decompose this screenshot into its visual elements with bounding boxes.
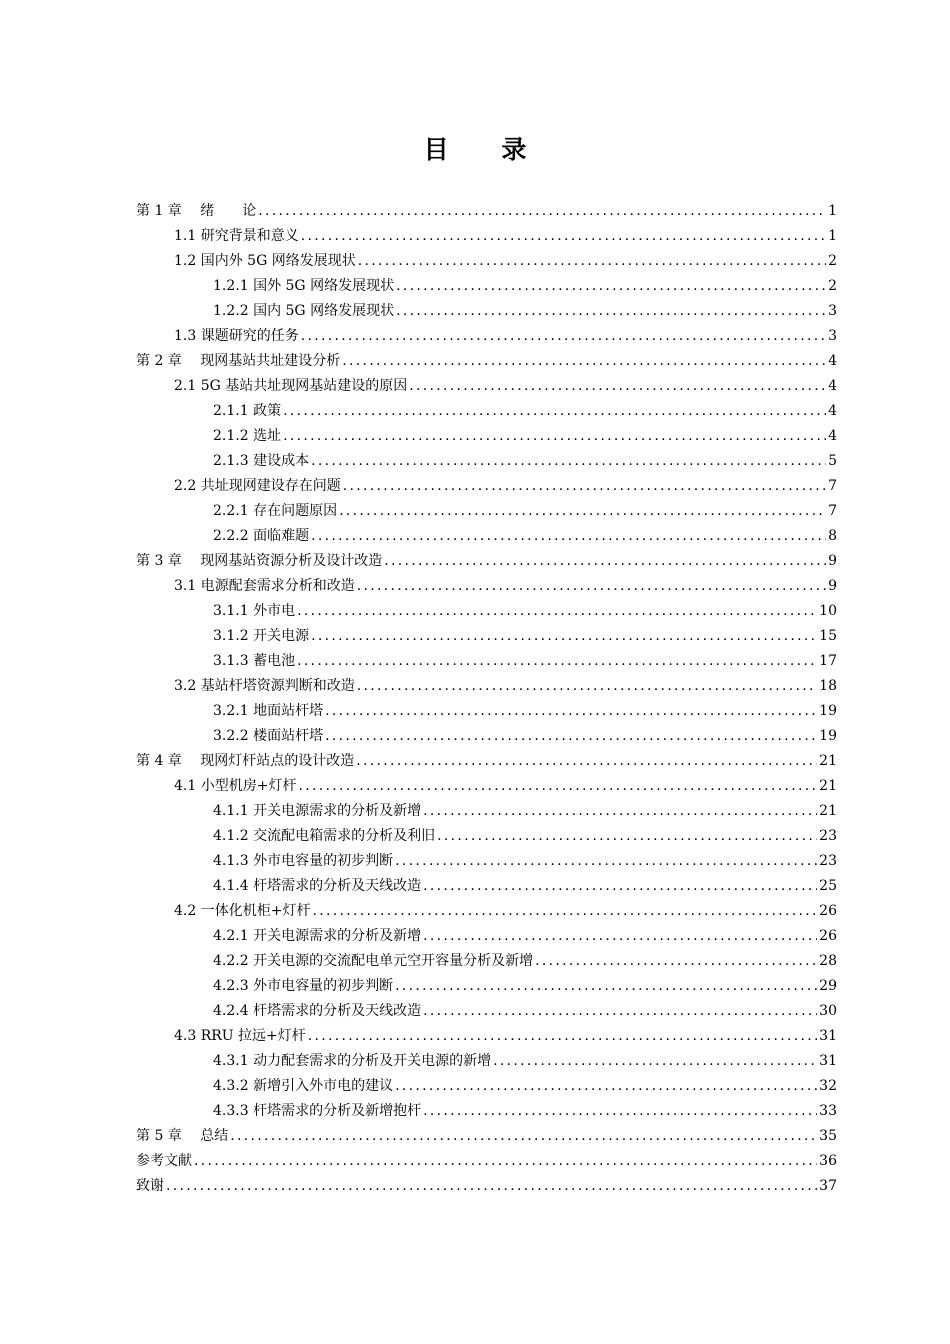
toc-entry-page-number: 21	[819, 803, 837, 819]
toc-entry[interactable]	[136, 949, 837, 974]
toc-entry[interactable]	[136, 724, 837, 749]
dot-leader	[535, 949, 817, 974]
dot-leader	[395, 849, 817, 874]
toc-entry-page-number: 30	[819, 1003, 837, 1019]
toc-entry-label: 4.2.3 外市电容量的初步判断	[213, 978, 394, 994]
dot-leader	[357, 674, 817, 699]
toc-entry-label: 第 1 章 绪 论	[136, 203, 257, 219]
toc-entry-page-number: 2	[828, 253, 837, 269]
toc-entry[interactable]	[136, 449, 837, 474]
toc-entry-label: 4.1.1 开关电源需求的分析及新增	[213, 803, 422, 819]
toc-entry-page-number: 23	[819, 853, 837, 869]
toc-entry-label: 2.2.2 面临难题	[213, 528, 310, 544]
dot-leader	[357, 574, 826, 599]
toc-entry[interactable]	[136, 399, 837, 424]
toc-entry-label: 3.1.1 外市电	[213, 603, 296, 619]
toc-entry-label: 4.1.4 杆塔需求的分析及天线改造	[213, 878, 422, 894]
dot-leader	[395, 1074, 817, 1099]
dot-leader	[311, 624, 817, 649]
dot-leader	[493, 1049, 817, 1074]
toc-entry-page-number: 8	[828, 528, 837, 544]
toc-entry[interactable]	[136, 574, 837, 599]
toc-entry-label: 4.3 RRU 拉远+灯杆	[174, 1028, 306, 1044]
toc-entry-page-number: 37	[819, 1178, 837, 1194]
dot-leader	[423, 874, 817, 899]
dot-leader	[166, 1174, 817, 1199]
toc-entry-label: 2.2 共址现网建设存在问题	[174, 478, 341, 494]
toc-entry-page-number: 5	[828, 453, 837, 469]
toc-entry[interactable]	[136, 774, 837, 799]
toc-entry[interactable]	[136, 1024, 837, 1049]
toc-entry-page-number: 26	[819, 903, 837, 919]
dot-leader	[356, 749, 817, 774]
toc-entry-page-number: 26	[819, 928, 837, 944]
toc-entry-label: 3.1.3 蓄电池	[213, 653, 296, 669]
dot-leader	[396, 274, 826, 299]
toc-entry-label: 3.1 电源配套需求分析和改造	[174, 578, 355, 594]
toc-entry-page-number: 23	[819, 828, 837, 844]
toc-entry-label: 1.2 国内外 5G 网络发展现状	[174, 253, 356, 269]
dot-leader	[311, 449, 826, 474]
dot-leader	[423, 1099, 817, 1124]
dot-leader	[325, 699, 817, 724]
toc-entry-label: 2.1.1 政策	[213, 403, 282, 419]
toc-entry-page-number: 31	[819, 1053, 837, 1069]
toc-entry[interactable]	[136, 499, 837, 524]
toc-entry-page-number: 35	[819, 1128, 837, 1144]
toc-entry[interactable]	[136, 924, 837, 949]
dot-leader	[409, 374, 826, 399]
dot-leader	[194, 1149, 817, 1174]
toc-entry-page-number: 21	[819, 778, 837, 794]
toc-entry-label: 参考文献	[136, 1153, 192, 1169]
toc-entry[interactable]	[136, 649, 837, 674]
toc-entry-page-number: 18	[819, 678, 837, 694]
toc-entry-page-number: 19	[819, 703, 837, 719]
dot-leader	[297, 599, 817, 624]
toc-entry[interactable]	[136, 974, 837, 999]
toc-entry-page-number: 32	[819, 1078, 837, 1094]
toc-entry[interactable]	[136, 199, 837, 224]
toc-entry-label: 1.2.2 国内 5G 网络发展现状	[213, 303, 395, 319]
toc-entry[interactable]	[136, 524, 837, 549]
toc-entry-page-number: 4	[828, 428, 837, 444]
toc-entry[interactable]	[136, 1174, 837, 1199]
toc-entry-page-number: 25	[819, 878, 837, 894]
toc-entry[interactable]	[136, 1149, 837, 1174]
toc-entry[interactable]	[136, 749, 837, 774]
toc-entry-page-number: 29	[819, 978, 837, 994]
dot-leader	[230, 1124, 817, 1149]
toc-entry-label: 2.1.3 建设成本	[213, 453, 310, 469]
toc-entry-label: 1.2.1 国外 5G 网络发展现状	[213, 278, 395, 294]
toc-entry[interactable]	[136, 474, 837, 499]
toc-entry-page-number: 3	[828, 303, 837, 319]
toc-entry-page-number: 21	[819, 753, 837, 769]
dot-leader	[301, 324, 826, 349]
toc-entry-page-number: 10	[819, 603, 837, 619]
dot-leader	[325, 724, 817, 749]
dot-leader	[258, 199, 826, 224]
toc-entry-label: 4.3.1 动力配套需求的分析及开关电源的新增	[213, 1053, 492, 1069]
toc-entry[interactable]	[136, 549, 837, 574]
toc-entry-label: 2.1 5G 基站共址现网基站建设的原因	[174, 378, 408, 394]
toc-entry-page-number: 4	[828, 378, 837, 394]
dot-leader	[437, 824, 817, 849]
table-of-contents	[136, 199, 837, 1199]
toc-entry-label: 4.2.4 杆塔需求的分析及天线改造	[213, 1003, 422, 1019]
toc-entry-label: 4.1.2 交流配电箱需求的分析及利旧	[213, 828, 436, 844]
toc-entry-label: 第 3 章 现网基站资源分析及设计改造	[136, 553, 383, 569]
dot-leader	[283, 399, 826, 424]
toc-entry-label: 致谢	[136, 1178, 164, 1194]
toc-entry[interactable]	[136, 299, 837, 324]
dot-leader	[358, 249, 826, 274]
toc-entry-page-number: 3	[828, 328, 837, 344]
toc-entry-label: 4.1 小型机房+灯杆	[174, 778, 297, 794]
toc-entry-page-number: 7	[828, 478, 837, 494]
toc-entry-page-number: 1	[828, 228, 837, 244]
toc-entry[interactable]	[136, 599, 837, 624]
toc-entry[interactable]	[136, 674, 837, 699]
toc-entry-page-number: 17	[819, 653, 837, 669]
toc-entry-page-number: 7	[828, 503, 837, 519]
toc-entry-label: 3.2.1 地面站杆塔	[213, 703, 324, 719]
toc-entry[interactable]	[136, 824, 837, 849]
toc-entry[interactable]	[136, 1049, 837, 1074]
toc-entry-page-number: 1	[828, 203, 837, 219]
toc-entry-label: 3.1.2 开关电源	[213, 628, 310, 644]
page-title: 目 录	[423, 135, 549, 164]
toc-entry[interactable]	[136, 799, 837, 824]
toc-entry-page-number: 4	[828, 353, 837, 369]
toc-entry-label: 第 4 章 现网灯杆站点的设计改造	[136, 753, 355, 769]
dot-leader	[312, 899, 817, 924]
toc-entry-label: 4.3.3 杆塔需求的分析及新增抱杆	[213, 1103, 422, 1119]
toc-entry[interactable]	[136, 324, 837, 349]
toc-entry-label: 第 5 章 总结	[136, 1128, 229, 1144]
dot-leader	[384, 549, 826, 574]
toc-entry[interactable]	[136, 1099, 837, 1124]
toc-entry[interactable]	[136, 349, 837, 374]
toc-entry-page-number: 36	[819, 1153, 837, 1169]
toc-entry-label: 3.2.2 楼面站杆塔	[213, 728, 324, 744]
toc-entry-page-number: 2	[828, 278, 837, 294]
toc-entry-label: 4.2 一体化机柜+灯杆	[174, 903, 311, 919]
dot-leader	[423, 999, 817, 1024]
toc-entry-page-number: 28	[819, 953, 837, 969]
toc-entry-label: 2.2.1 存在问题原因	[213, 503, 338, 519]
toc-entry[interactable]	[136, 874, 837, 899]
toc-entry[interactable]	[136, 424, 837, 449]
dot-leader	[339, 499, 826, 524]
dot-leader	[301, 224, 826, 249]
toc-entry-page-number: 31	[819, 1028, 837, 1044]
dot-leader	[283, 424, 826, 449]
toc-entry-label: 2.1.2 选址	[213, 428, 282, 444]
dot-leader	[343, 474, 826, 499]
toc-entry[interactable]	[136, 999, 837, 1024]
toc-entry-label: 第 2 章 现网基站共址建设分析	[136, 353, 341, 369]
dot-leader	[395, 974, 817, 999]
toc-entry-label: 3.2 基站杆塔资源判断和改造	[174, 678, 355, 694]
dot-leader	[308, 1024, 817, 1049]
dot-leader	[423, 924, 817, 949]
toc-entry[interactable]	[136, 1124, 837, 1149]
toc-entry[interactable]	[136, 1074, 837, 1099]
dot-leader	[297, 649, 817, 674]
toc-entry[interactable]	[136, 899, 837, 924]
toc-entry-page-number: 19	[819, 728, 837, 744]
toc-entry-label: 1.1 研究背景和意义	[174, 228, 299, 244]
dot-leader	[311, 524, 826, 549]
toc-entry[interactable]	[136, 249, 837, 274]
toc-entry-page-number: 4	[828, 403, 837, 419]
toc-entry-label: 4.2.2 开关电源的交流配电单元空开容量分析及新增	[213, 953, 534, 969]
toc-entry[interactable]	[136, 624, 837, 649]
toc-entry[interactable]	[136, 699, 837, 724]
toc-entry[interactable]	[136, 849, 837, 874]
toc-entry-label: 4.3.2 新增引入外市电的建议	[213, 1078, 394, 1094]
toc-entry-page-number: 9	[828, 553, 837, 569]
dot-leader	[396, 299, 826, 324]
toc-entry-label: 4.1.3 外市电容量的初步判断	[213, 853, 394, 869]
dot-leader	[342, 349, 826, 374]
toc-entry-label: 4.2.1 开关电源需求的分析及新增	[213, 928, 422, 944]
toc-entry-page-number: 15	[819, 628, 837, 644]
dot-leader	[298, 774, 817, 799]
toc-entry-page-number: 33	[819, 1103, 837, 1119]
dot-leader	[423, 799, 817, 824]
toc-entry[interactable]	[136, 274, 837, 299]
toc-entry[interactable]	[136, 374, 837, 399]
toc-entry[interactable]	[136, 224, 837, 249]
toc-entry-label: 1.3 课题研究的任务	[174, 328, 299, 344]
toc-entry-page-number: 9	[828, 578, 837, 594]
